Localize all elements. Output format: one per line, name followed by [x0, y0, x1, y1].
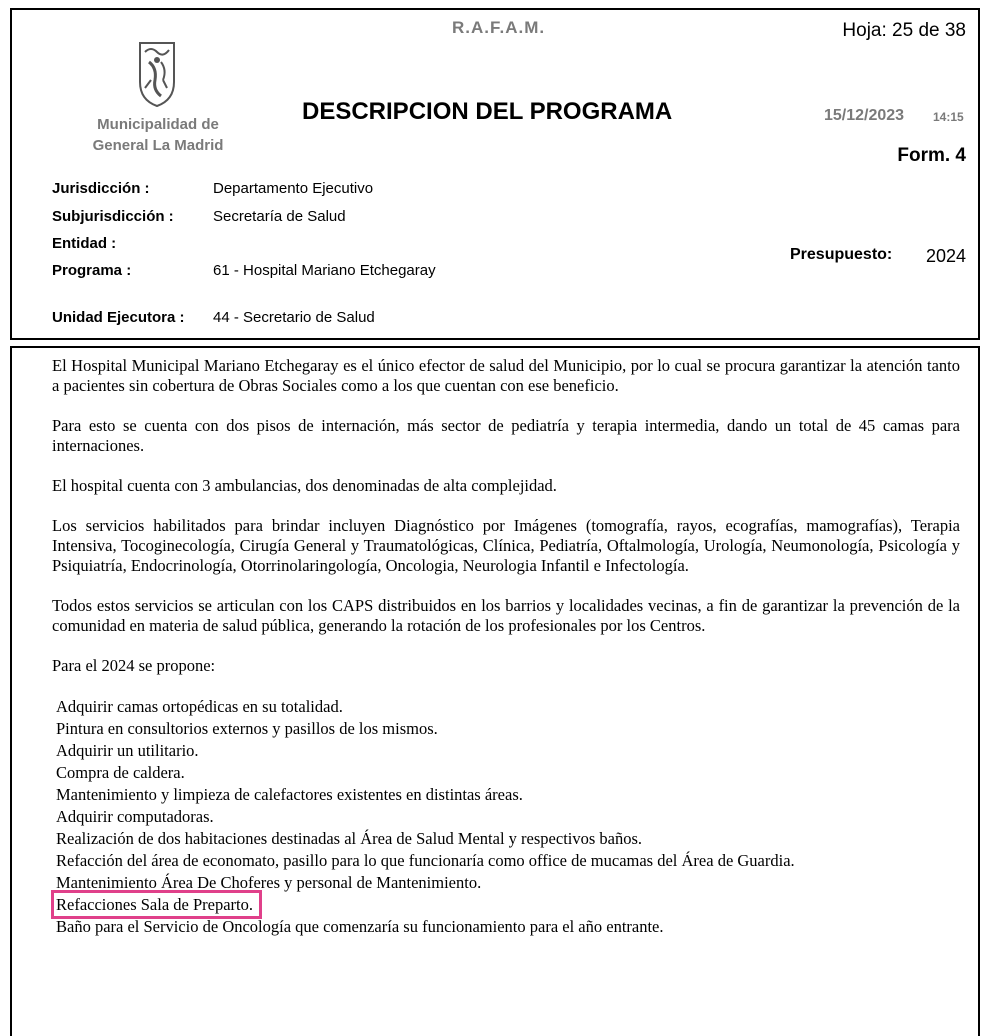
header-panel — [10, 8, 980, 340]
unidad-ejecutora-label: Unidad Ejecutora : — [52, 309, 185, 326]
list-item: Mantenimiento y limpieza de calefactores existentes en distintas áreas. — [56, 785, 523, 804]
municipality-name: Municipalidad de General La Madrid — [92, 116, 224, 154]
paragraph: El Hospital Municipal Mariano Etchegaray es el único efector de salud del Municipio, por lo cual se procura garantizar la atención tanto a pacientes sin cobertura de Obras Sociales como a los que cuentan con ese beneficio. — [52, 356, 960, 395]
jurisdiccion-label: Jurisdicción : — [52, 180, 150, 197]
coat-of-arms-icon — [137, 40, 177, 108]
list-item: Pintura en consultorios externos y pasillos de los mismos. — [56, 719, 438, 738]
list-item: Refacción del área de economato, pasillo para lo que funcionaría como office de mucamas del Área de Guardia. — [56, 851, 795, 870]
report-date: 15/12/2023 — [824, 107, 905, 124]
list-item: Realización de dos habitaciones destinadas al Área de Salud Mental y respectivos baños. — [56, 829, 643, 848]
list-item: Adquirir un utilitario. — [56, 741, 199, 760]
page-indicator: Hoja: 25 de 38 — [842, 20, 966, 41]
subjurisdiccion-value: Secretaría de Salud — [213, 208, 346, 225]
paragraph: Para esto se cuenta con dos pisos de internación, más sector de pediatría y terapia intermedia, dando un total de 45 camas para internaciones. — [52, 416, 960, 455]
subjurisdiccion-label: Subjurisdicción : — [52, 208, 174, 225]
list-item: Mantenimiento Área De Choferes y personal de Mantenimiento. — [56, 873, 482, 892]
unidad-ejecutora-value: 44 - Secretario de Salud — [213, 309, 375, 326]
entidad-label: Entidad : — [52, 235, 117, 252]
list-item-highlighted — [56, 894, 960, 916]
proposal-list — [52, 696, 960, 938]
highlight-box: Refacciones Sala de Preparto. — [56, 895, 257, 914]
description-panel — [10, 346, 980, 1036]
paragraph: El hospital cuenta con 3 ambulancias, dos denominadas de alta complejidad. — [52, 476, 557, 495]
system-name: R.A.F.A.M. — [452, 18, 546, 37]
form-number: Form. 4 — [897, 145, 966, 166]
page-title: DESCRIPCION DEL PROGRAMA — [302, 98, 673, 125]
list-item: Adquirir camas ortopédicas en su totalidad. — [56, 697, 343, 716]
jurisdiccion-value: Departamento Ejecutivo — [213, 180, 374, 197]
presupuesto-value: 2024 — [925, 246, 966, 266]
programa-label: Programa : — [52, 262, 132, 279]
paragraph: Todos estos servicios se articulan con los CAPS distribuidos en los barrios y localidades vecinas, a fin de garantizar la prevención de la comunidad en materia de salud pública, generando la rotación de los profesionales por los Centros. — [52, 596, 960, 635]
programa-value: 61 - Hospital Mariano Etchegaray — [213, 262, 436, 279]
report-time: 14:15 — [933, 110, 964, 124]
list-item: Baño para el Servicio de Oncología que comenzaría su funcionamiento para el año entrante. — [56, 917, 664, 936]
list-item: Compra de caldera. — [56, 763, 185, 782]
list-item: Adquirir computadoras. — [56, 807, 214, 826]
description-text — [52, 356, 960, 938]
presupuesto-label: Presupuesto: — [790, 246, 893, 263]
paragraph: Para el 2024 se propone: — [52, 656, 216, 675]
paragraph: Los servicios habilitados para brindar incluyen Diagnóstico por Imágenes (tomografía, rayos, ecografías, mamografías), Terapia Intensiva, Tocoginecología, Cirugía General y Traumatológicas, Clínica, Pediatría, Oftalmología, Urología, Neumonología, Psicología y Psiquiatría, Endocrinología, Otorrinolaringología, Oncologia, Neurologia Infantil e Infectología. — [52, 516, 960, 575]
